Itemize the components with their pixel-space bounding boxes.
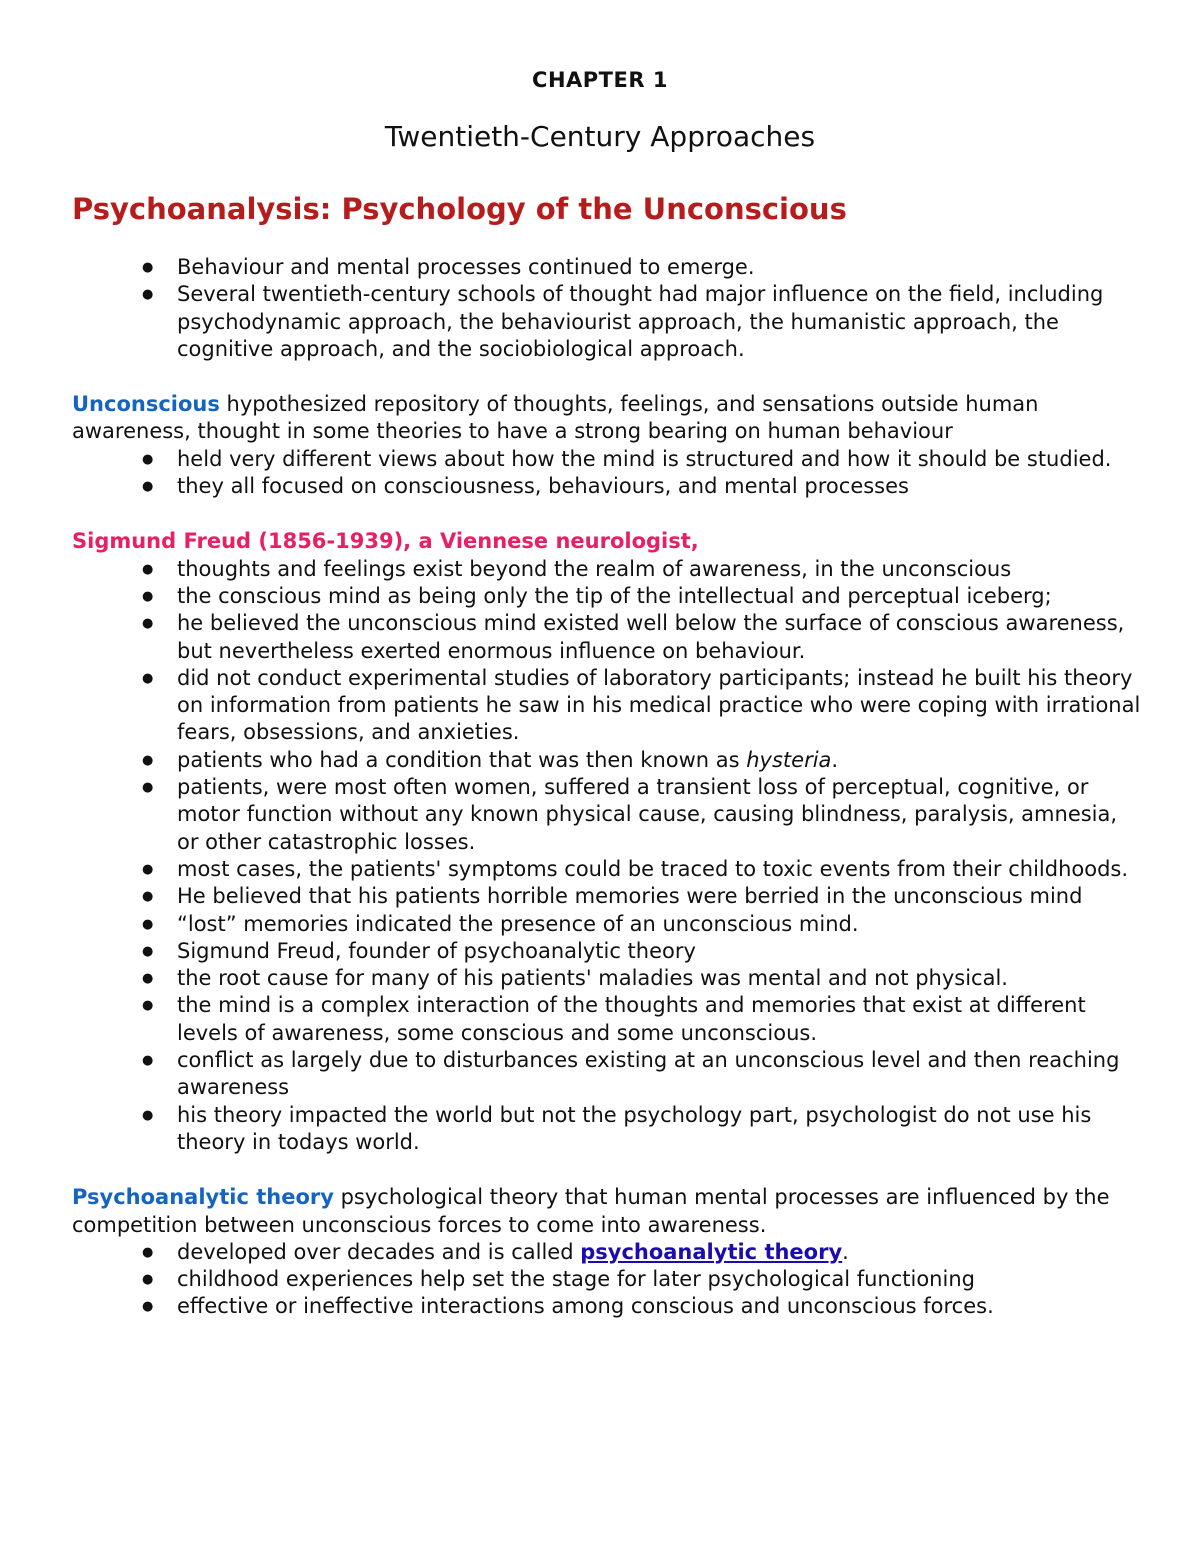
list-item: ● “lost” memories indicated the presence of an unconscious mind. (72, 911, 1142, 938)
list-item-link (72, 1239, 1142, 1266)
list-item: ● held very different views about how the mind is structured and how it should be studied. (72, 446, 1142, 473)
hysteria-suffix: . (831, 747, 839, 772)
psychoanalytic-term: Psychoanalytic theory (72, 1185, 334, 1210)
document-body (72, 254, 1142, 1321)
list-item: ● Behaviour and mental processes continued to emerge. (72, 254, 1142, 281)
list-item: ● the mind is a complex interaction of the thoughts and memories that exist at different levels of awareness, some conscious and some unconscious. (72, 992, 1142, 1047)
list-item: ● childhood experiences help set the stage for later psychological functioning (72, 1266, 1142, 1293)
psychoanalytic-definition (72, 1184, 1142, 1239)
list-item: ● thoughts and feelings exist beyond the realm of awareness, in the unconscious (72, 556, 1142, 583)
psychoanalytic-list (72, 1239, 1142, 1321)
list-item: ● Several twentieth-century schools of thought had major influence on the field, including psychodynamic approach, the behaviourist approach, the humanistic approach, the cognitive approach, and the sociobiological approach. (72, 281, 1142, 363)
list-item: ● he believed the unconscious mind existed well below the surface of conscious awareness, but nevertheless exerted enormous influence on behaviour. (72, 610, 1142, 665)
unconscious-term: Unconscious (72, 392, 220, 417)
list-item: ● conflict as largely due to disturbances existing at an unconscious level and then reaching awareness (72, 1047, 1142, 1102)
list-item: ● patients, were most often women, suffered a transient loss of perceptual, cognitive, or motor function without any known physical cause, causing blindness, paralysis, amnesia, or other catastrophic losses. (72, 774, 1142, 856)
unconscious-definition (72, 391, 1142, 446)
hysteria-term: hysteria (746, 747, 832, 772)
list-item: ● Sigmund Freud, founder of psychoanalytic theory (72, 938, 1142, 965)
intro-list (72, 254, 1142, 363)
link-suffix: . (842, 1239, 849, 1264)
list-item: ● did not conduct experimental studies of laboratory participants; instead he built his theory on information from patients he saw in his medical practice who were coping with irrational fears, obsessions, and anxieties. (72, 665, 1142, 747)
psychoanalytic-text: psychological theory that human mental processes are influenced by the competition between unconscious forces to come into awareness. (72, 1185, 1110, 1237)
list-item: ● He believed that his patients horrible memories were berried in the unconscious mind (72, 883, 1142, 910)
list-item: ● effective or ineffective interactions among conscious and unconscious forces. (72, 1293, 1142, 1320)
list-item: ● his theory impacted the world but not the psychology part, psychologist do not use his theory in todays world. (72, 1102, 1142, 1157)
list-item: ● they all focused on consciousness, behaviours, and mental processes (72, 473, 1142, 500)
psychoanalytic-theory-link[interactable]: psychoanalytic theory (580, 1239, 843, 1264)
freud-list (72, 556, 1142, 1157)
list-item-hysteria (72, 747, 1142, 774)
list-item: ● most cases, the patients' symptoms could be traced to toxic events from their childhoods. (72, 856, 1142, 883)
chapter-label: CHAPTER 1 (532, 68, 668, 92)
list-item: ● the root cause for many of his patients' maladies was mental and not physical. (72, 965, 1142, 992)
unconscious-list (72, 446, 1142, 501)
chapter-title: Twentieth-Century Approaches (384, 120, 816, 153)
list-item: ● the conscious mind as being only the tip of the intellectual and perceptual iceberg; (72, 583, 1142, 610)
section-heading: Psychoanalysis: Psychology of the Unconscious (72, 192, 847, 226)
link-prefix: developed over decades and is called (177, 1239, 581, 1264)
hysteria-prefix: patients who had a condition that was then known as (177, 747, 747, 772)
freud-heading: Sigmund Freud (1856-1939), a Viennese neurologist, (72, 529, 699, 554)
unconscious-text: hypothesized repository of thoughts, feelings, and sensations outside human awareness, thought in some theories to have a strong bearing on human behaviour (72, 392, 1039, 444)
